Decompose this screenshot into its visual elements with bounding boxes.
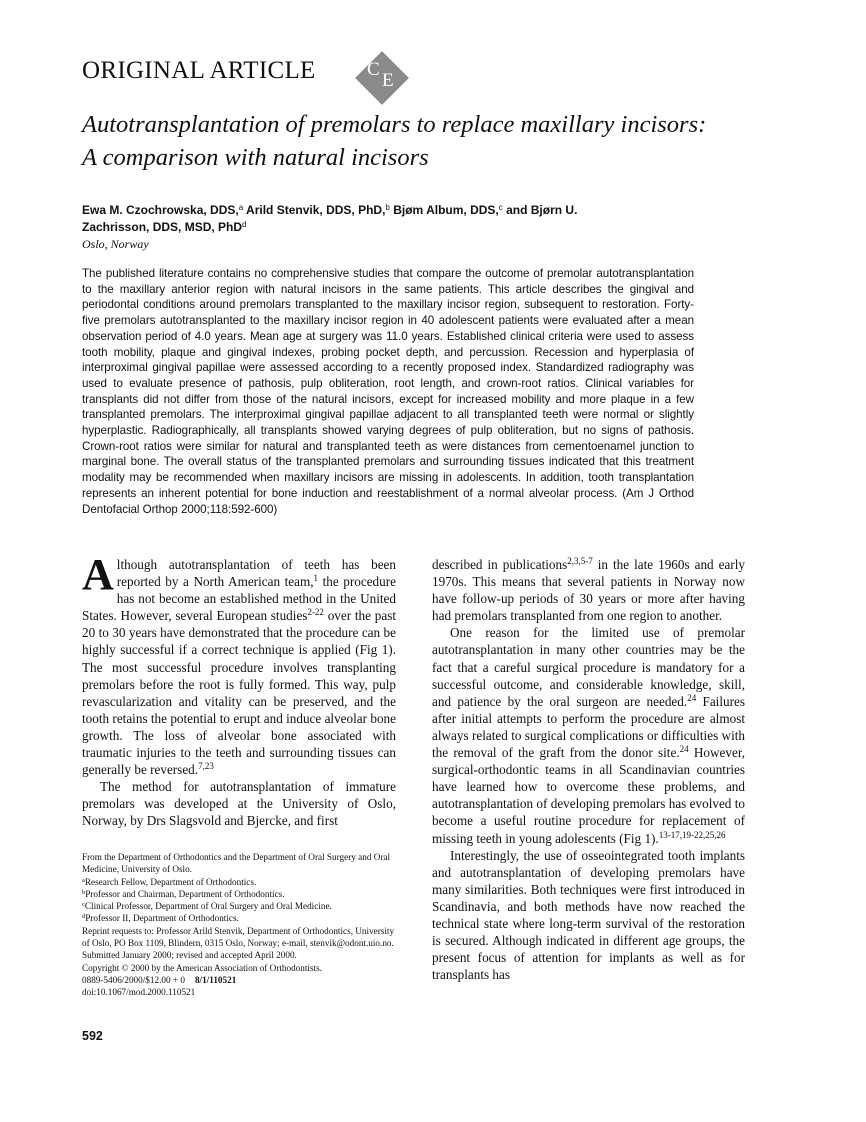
body-text: over the past 20 to 30 years have demonstrated that the procedure can be highly successful if a correct technique is applied (Fig 1). The most successful procedure involves transplanting premolars before the root is fully formed. This way, pulp revascularization and vitality can be preserved, and the tooth retains the potential to erupt and induce alveolar bone growth. The loss of alveolar bone associated with traumatic injuries to the teeth and surrounding tissues can generally be reversed. xyxy=(82,608,396,778)
footnote-text: Clinical Professor, Department of Oral Surgery and Oral Medicine. xyxy=(84,901,332,912)
ce-credit-icon xyxy=(354,50,410,106)
author-location: Oslo, Norway xyxy=(82,237,149,251)
footnote-mark: a xyxy=(82,876,85,884)
drop-cap: A xyxy=(82,550,114,599)
footnote-mark: b xyxy=(82,888,86,896)
article-title xyxy=(82,108,782,174)
issn-text: 0889-5406/2000/$12.00 + 0 xyxy=(82,974,185,985)
body-paragraph: Interestingly, the use of osseointegrated tooth implants and autotransplantation of developing premolars have many similarities. Both techniques were first introduced in Scandinavia, and both methods have now reached the technical state where long-term survival of the restoration is secured. Although indicated in different age groups, the present focus of attention for implants as well as for transplants has xyxy=(432,847,745,983)
author-affiliation-mark: b xyxy=(385,203,390,212)
body-column-right xyxy=(432,556,745,983)
body-paragraph xyxy=(432,624,745,846)
footnote-text: Research Fellow, Department of Orthodontics. xyxy=(84,876,257,887)
footnote-copyright: Copyright © 2000 by the American Association of Orthodontists. xyxy=(82,962,322,973)
author-affiliation-mark: c xyxy=(498,203,503,212)
footnotes xyxy=(82,851,400,999)
body-text: One reason for the limited use of premolar autotransplantation in many other countries may be the fact that a careful surgical procedure is mandatory for a successful outcome, and considerable knowledge, skill, and patience by the oral surgeon are needed. xyxy=(432,625,745,709)
ce-letter-c: C xyxy=(367,59,380,80)
footnote-reprint: Reprint requests to: Professor Arild Stenvik, Department of Orthodontics, University of Oslo, PO Box 1109, Blindern, 0315 Oslo, Norway; e-mail, stenvik@odont.uio.no. xyxy=(82,925,395,949)
author-name: Bjøm Album, DDS, xyxy=(389,203,499,217)
body-text: However, surgical-orthodontic teams in all Scandinavian countries have learned how to overcome these problems, and autotransplantation of developing premolars has evolved to become a useful routine procedure for replacement of missing teeth in young adolescents (Fig 1). xyxy=(432,745,745,846)
footnote-issn xyxy=(82,974,400,986)
footnote-b xyxy=(82,888,400,900)
author-affiliation-mark: a xyxy=(238,203,244,212)
body-paragraph: The method for autotransplantation of immature premolars was developed at the University of Oslo, Norway, by Drs Slagsvold and Bjercke, and first xyxy=(82,779,396,829)
body-text: described in publications xyxy=(432,557,568,572)
footnote-doi: doi:10.1067/mod.2000.110521 xyxy=(82,987,196,998)
ce-letter-e: E xyxy=(382,70,394,91)
footnote-department: From the Department of Orthodontics and the Department of Oral Surgery and Oral Medicine, University of Oslo. xyxy=(82,852,391,875)
issn-code: 8/1/110521 xyxy=(194,974,237,985)
footnote-submitted: Submitted January 2000; revised and accepted April 2000. xyxy=(82,950,297,961)
footnote-a xyxy=(82,876,400,888)
body-text: lthough autotransplantation of teeth has been reported by a North American team, xyxy=(116,557,396,590)
title-line-1: Autotransplantation of premolars to replace maxillary incisors: xyxy=(82,111,707,138)
author-list xyxy=(82,202,642,236)
citation: 24 xyxy=(687,692,697,703)
author-name: Arild Stenvik, DDS, PhD, xyxy=(243,203,386,217)
citation: 1 xyxy=(313,573,319,584)
citation: 13-17,19-22,25,26 xyxy=(658,829,726,840)
title-line-2: A comparison with natural incisors xyxy=(82,144,429,171)
section-label: ORIGINAL ARTICLE xyxy=(82,57,316,84)
citation: 2,3,5-7 xyxy=(567,556,593,566)
author-name: and Bjørn U. Zachrisson, DDS, MSD, PhD xyxy=(82,203,578,234)
body-text: in the late 1960s and early 1970s. This means that several patients in Norway now have follow-up periods of 30 years or more after having had premolars transplanted from one region to another. xyxy=(432,557,745,624)
citation: 24 xyxy=(679,744,689,755)
footnote-c xyxy=(82,900,400,912)
footnote-text: Professor II, Department of Orthodontics. xyxy=(85,913,239,924)
footnote-mark: d xyxy=(82,913,86,921)
abstract: The published literature contains no comprehensive studies that compare the outcome of premolar autotransplantation to the maxillary anterior region with natural incisors in the same patients. This article describes the gingival and periodontal conditions around premolars transplanted to the maxillary incisor region, subsequent to restoration. Forty-five premolars autotransplanted to the maxillary incisor region in 40 adolescent patients were evaluated after a mean observation period of 4.0 years. Mean age at surgery was 11.0 years. Established clinical criteria were used to assess tooth mobility, plaque and gingival indexes, probing pocket depth, and percussion. Recession and hyperplasia of interproximal gingival papillae were assessed according to a recently proposed index. Standardized radiography was used to evaluate presence of pathosis, pulp obliteration, root length, and crown-root ratios. Clinical variables for transplants did not differ from those of the natural incisors, except for increased mobility and more plaque in a few transplanted premolars. The interproximal gingival papillae adjacent to all transplanted teeth were normal or slightly hyperplastic. Radiographically, all transplants showed varying degrees of pulp obliteration, but no signs of pathosis. Crown-root ratios were similar for natural and transplanted teeth as were distances from cementoenamel junction to marginal bone. The overall status of the transplanted premolars and surrounding tissues indicated that this treatment modality may be recommended when maxillary incisors are missing in adolescents. In addition, tooth transplantation represents an inherent potential for bone induction and reestablishment of a normal alveolar process. (Am J Orthod Dentofacial Orthop 2000;118:592-600) xyxy=(82,267,694,516)
body-column-left xyxy=(82,550,396,830)
citation: 2-22 xyxy=(307,607,324,618)
author-affiliation-mark: d xyxy=(242,220,247,229)
page-number: 592 xyxy=(82,1029,103,1043)
body-paragraph xyxy=(432,556,745,624)
body-paragraph xyxy=(82,550,396,778)
body-text: Failures after initial attempts to perform the procedure are almost always related to surgical complications or difficulties with the removal of the graft from the donor site. xyxy=(432,693,745,761)
footnote-d xyxy=(82,912,400,924)
author-name: Ewa M. Czochrowska, DDS, xyxy=(82,203,239,217)
body-text: the procedure has not become an established method in the United States. However, several European studies xyxy=(82,574,396,624)
citation: 7,23 xyxy=(198,761,214,772)
footnote-mark: c xyxy=(82,901,85,909)
footnote-text: Professor and Chairman, Department of Orthodontics. xyxy=(85,888,285,899)
